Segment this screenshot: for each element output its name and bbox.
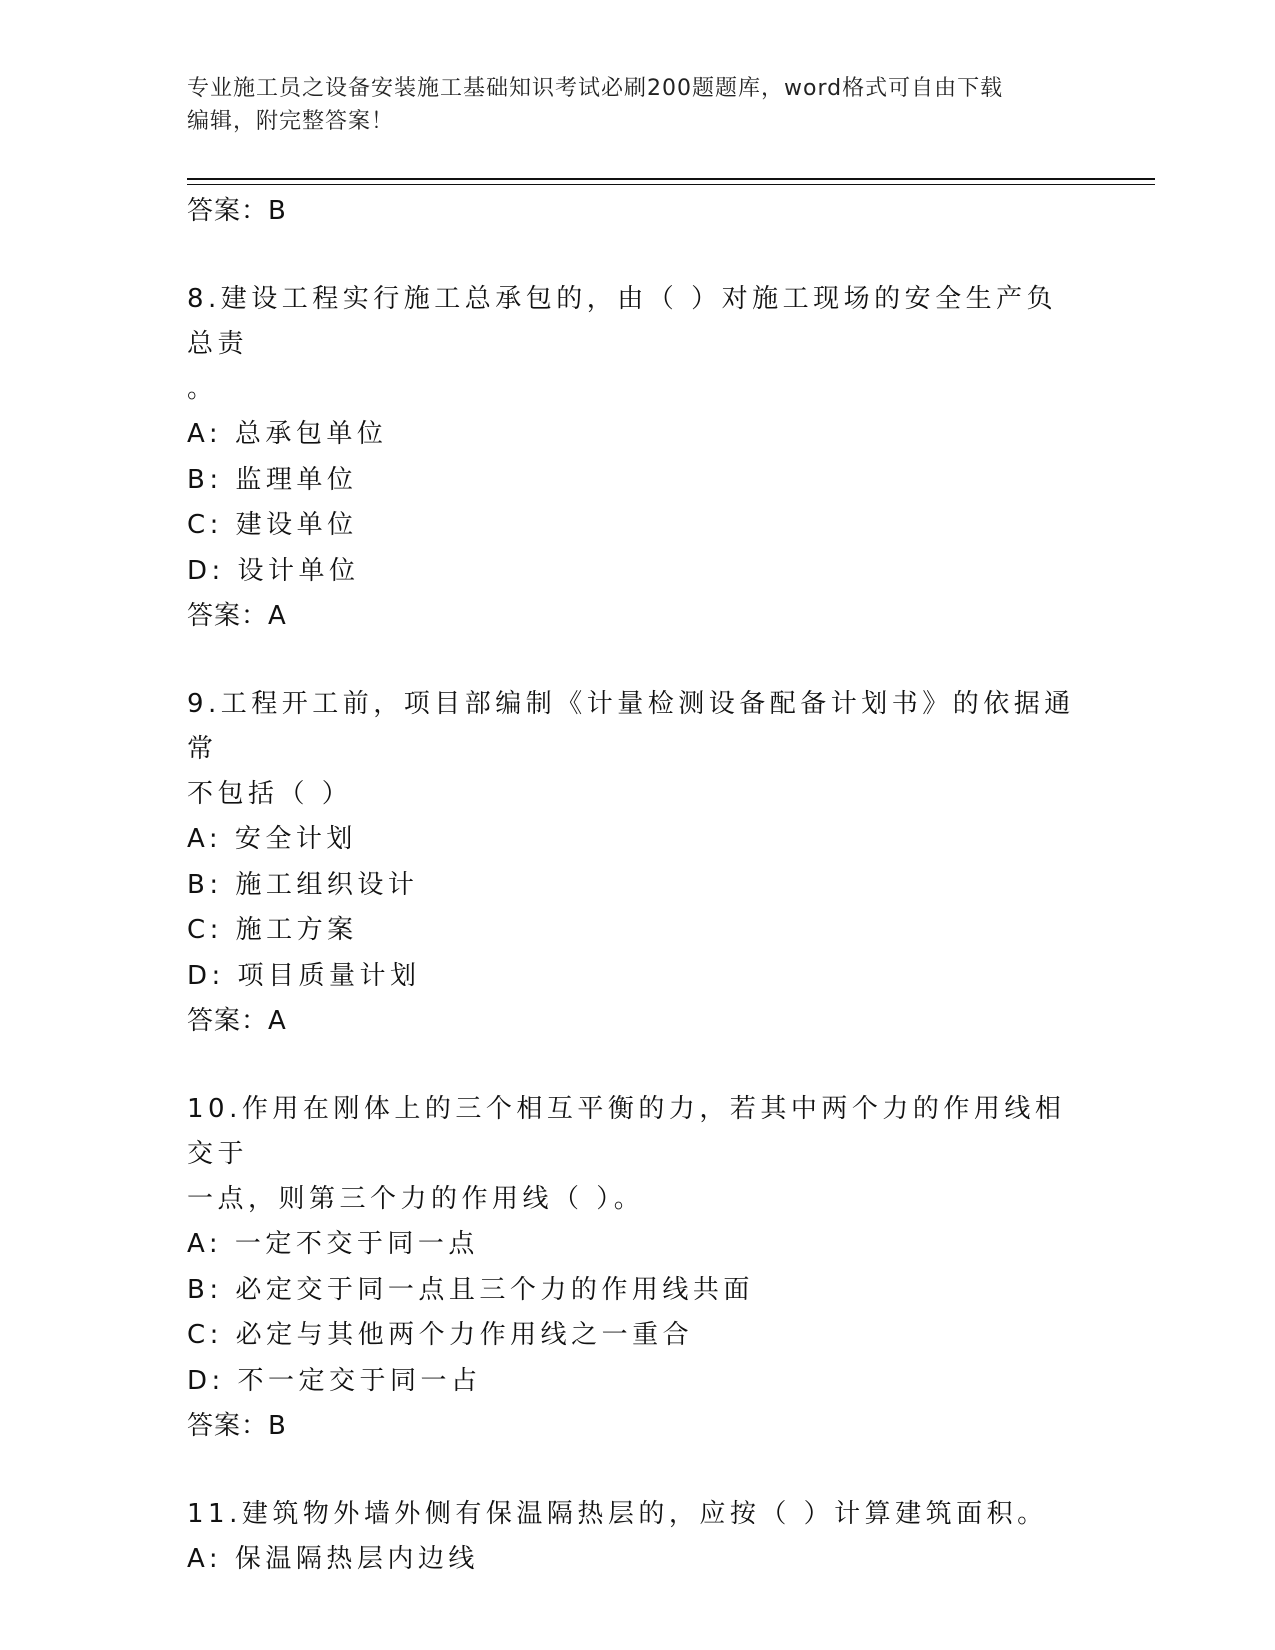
header-line-2: 编辑，附完整答案！ (187, 109, 395, 134)
option-a: A: 一定不交于同一点 (187, 1229, 479, 1259)
question-stem (187, 1087, 1087, 1222)
option-c: C: 必定与其他两个力作用线之一重合 (187, 1320, 694, 1350)
option-d: D: 设计单位 (187, 555, 360, 586)
question-stem-line: 一点，则第三个力的作用线（ ）。 (187, 1184, 645, 1214)
question-list (187, 188, 1087, 1583)
option-a: A: 总承包单位 (187, 419, 388, 449)
header-divider-thin (187, 184, 1155, 185)
previous-answer: 答案：B (187, 196, 287, 226)
question-stem (187, 682, 1087, 817)
question-stem (187, 277, 1087, 412)
option-a: A: 保温隔热层内边线 (187, 1544, 479, 1574)
option-b: B: 监理单位 (187, 464, 358, 495)
answer: 答案：B (187, 1411, 287, 1441)
header-line-1: 专业施工员之设备安装施工基础知识考试必刷200题题库，word格式可自由下载 (187, 76, 1004, 101)
question-stem-line: 。 (187, 374, 218, 404)
question-stem-line: 8.建设工程实行施工总承包的，由（ ）对施工现场的安全生产负总责 (187, 284, 1058, 359)
question-stem-line: 不包括（ ） (187, 779, 353, 809)
question-stem-line: 11.建筑物外墙外侧有保温隔热层的，应按（ ）计算建筑面积。 (187, 1499, 1048, 1529)
question-stem-line: 9.工程开工前，项目部编制《计量检测设备配备计划书》的依据通常 (187, 689, 1075, 764)
option-a: A: 安全计划 (187, 824, 357, 854)
option-b: B: 施工组织设计 (187, 869, 419, 900)
document-header (187, 72, 1067, 138)
question-10 (187, 1087, 1087, 1449)
header-divider-thick (187, 178, 1155, 180)
option-c: C: 建设单位 (187, 510, 358, 540)
question-9 (187, 682, 1087, 1044)
answer: 答案：A (187, 1006, 287, 1036)
answer: 答案：A (187, 601, 287, 631)
option-d: D: 项目质量计划 (187, 960, 421, 991)
option-c: C: 施工方案 (187, 915, 358, 945)
question-stem (187, 1492, 1087, 1537)
question-8 (187, 277, 1087, 639)
question-11 (187, 1492, 1087, 1583)
option-b: B: 必定交于同一点且三个力的作用线共面 (187, 1274, 754, 1305)
option-d: D: 不一定交于同一占 (187, 1365, 482, 1396)
question-stem-line: 10.作用在刚体上的三个相互平衡的力，若其中两个力的作用线相交于 (187, 1094, 1066, 1169)
